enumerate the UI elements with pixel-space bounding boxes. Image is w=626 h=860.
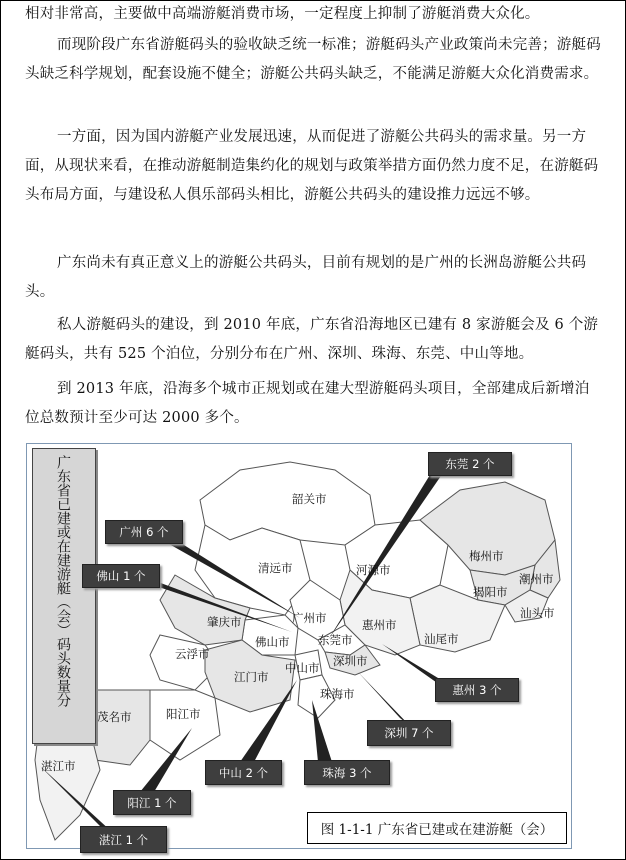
city-huizhou: 惠州市	[362, 618, 397, 632]
callout-huizhou: 惠州 3 个	[435, 678, 519, 702]
city-yangjiang: 阳江市	[166, 707, 201, 721]
paragraph-5: 私人游艇码头的建设，到 2010 年底，广东省沿海地区已建有 8 家游艇会及 6 个游艇码头，共有 525 个泊位，分别分布在广州、深圳、珠海、东莞、中山等地。	[25, 317, 599, 362]
callout-foshan: 佛山 1 个	[82, 564, 160, 588]
callout-zhuhai: 珠海 3 个	[304, 760, 390, 785]
city-dongguan: 东莞市	[318, 633, 353, 647]
city-foshan: 佛山市	[255, 635, 290, 649]
region-yangjiang	[150, 690, 220, 760]
paragraph-4: 广东尚未有真正意义上的游艇公共码头，目前有规划的是广州的长洲岛游艇公共码头。	[25, 255, 587, 300]
paragraph-6: 到 2013 年底，沿海多个城市正规划或在建大型游艇码头项目，全部建成后新增泊位总数预计至少可达 2000 多个。	[25, 381, 590, 426]
city-qingyuan: 清远市	[258, 561, 293, 575]
city-zhuhai: 珠海市	[320, 687, 355, 701]
city-jieyang: 揭阳市	[473, 585, 508, 599]
city-guangzhou: 广州市	[292, 611, 327, 625]
figure-vertical-title: 广东省已建或在建游艇（会）码头数量分	[32, 448, 96, 744]
paragraph-2: 而现阶段广东省游艇码头的验收缺乏统一标准；游艇码头产业政策尚未完善；游艇码头缺乏科学规划，配套设施不健全；游艇公共码头缺乏，不能满足游艇大众化消费需求。	[25, 37, 601, 82]
region-shaoguan	[200, 462, 375, 545]
callout-zhanjiang: 湛江 1 个	[80, 826, 167, 853]
city-zhaoqing: 肇庆市	[207, 615, 242, 629]
city-meizhou: 梅州市	[469, 549, 504, 563]
city-shantou: 汕头市	[520, 606, 555, 620]
city-chaozhou: 潮州市	[519, 572, 554, 586]
city-shanwei: 汕尾市	[424, 632, 459, 646]
city-zhanjiang: 湛江市	[41, 759, 76, 773]
callout-guangzhou: 广州 6 个	[105, 520, 183, 544]
city-shenzhen: 深圳市	[333, 654, 368, 668]
callout-dongguan: 东莞 2 个	[428, 452, 512, 476]
callout-zhongshan: 中山 2 个	[205, 760, 282, 785]
city-heyuan: 河源市	[356, 563, 391, 577]
city-jiangmen: 江门市	[234, 670, 269, 684]
city-yunfu: 云浮市	[175, 647, 210, 661]
city-zhongshan: 中山市	[285, 661, 320, 675]
figure-caption: 图 1-1-1 广东省已建或在建游艇（会）	[307, 812, 567, 844]
callout-yangjiang: 阳江 1 个	[113, 790, 191, 815]
paragraph-3: 一方面，因为国内游艇产业发展迅速，从而促进了游艇公共码头的需求量。另一方面，从现状来看，在推动游艇制造集约化的规划与政策举措方面仍然力度不足，在游艇码头布局方面，与建设私人俱乐部码头相比，游艇公共码头的建设推力远远不够。	[25, 129, 599, 203]
pointer-shenzhen	[358, 672, 410, 726]
callout-shenzhen: 深圳 7 个	[367, 720, 451, 746]
city-maoming: 茂名市	[97, 710, 132, 724]
city-shaoguan: 韶关市	[292, 492, 327, 506]
paragraph-1: 相对非常高，主要做中高端游艇消费市场，一定程度上抑制了游艇消费大众化。	[25, 6, 540, 22]
